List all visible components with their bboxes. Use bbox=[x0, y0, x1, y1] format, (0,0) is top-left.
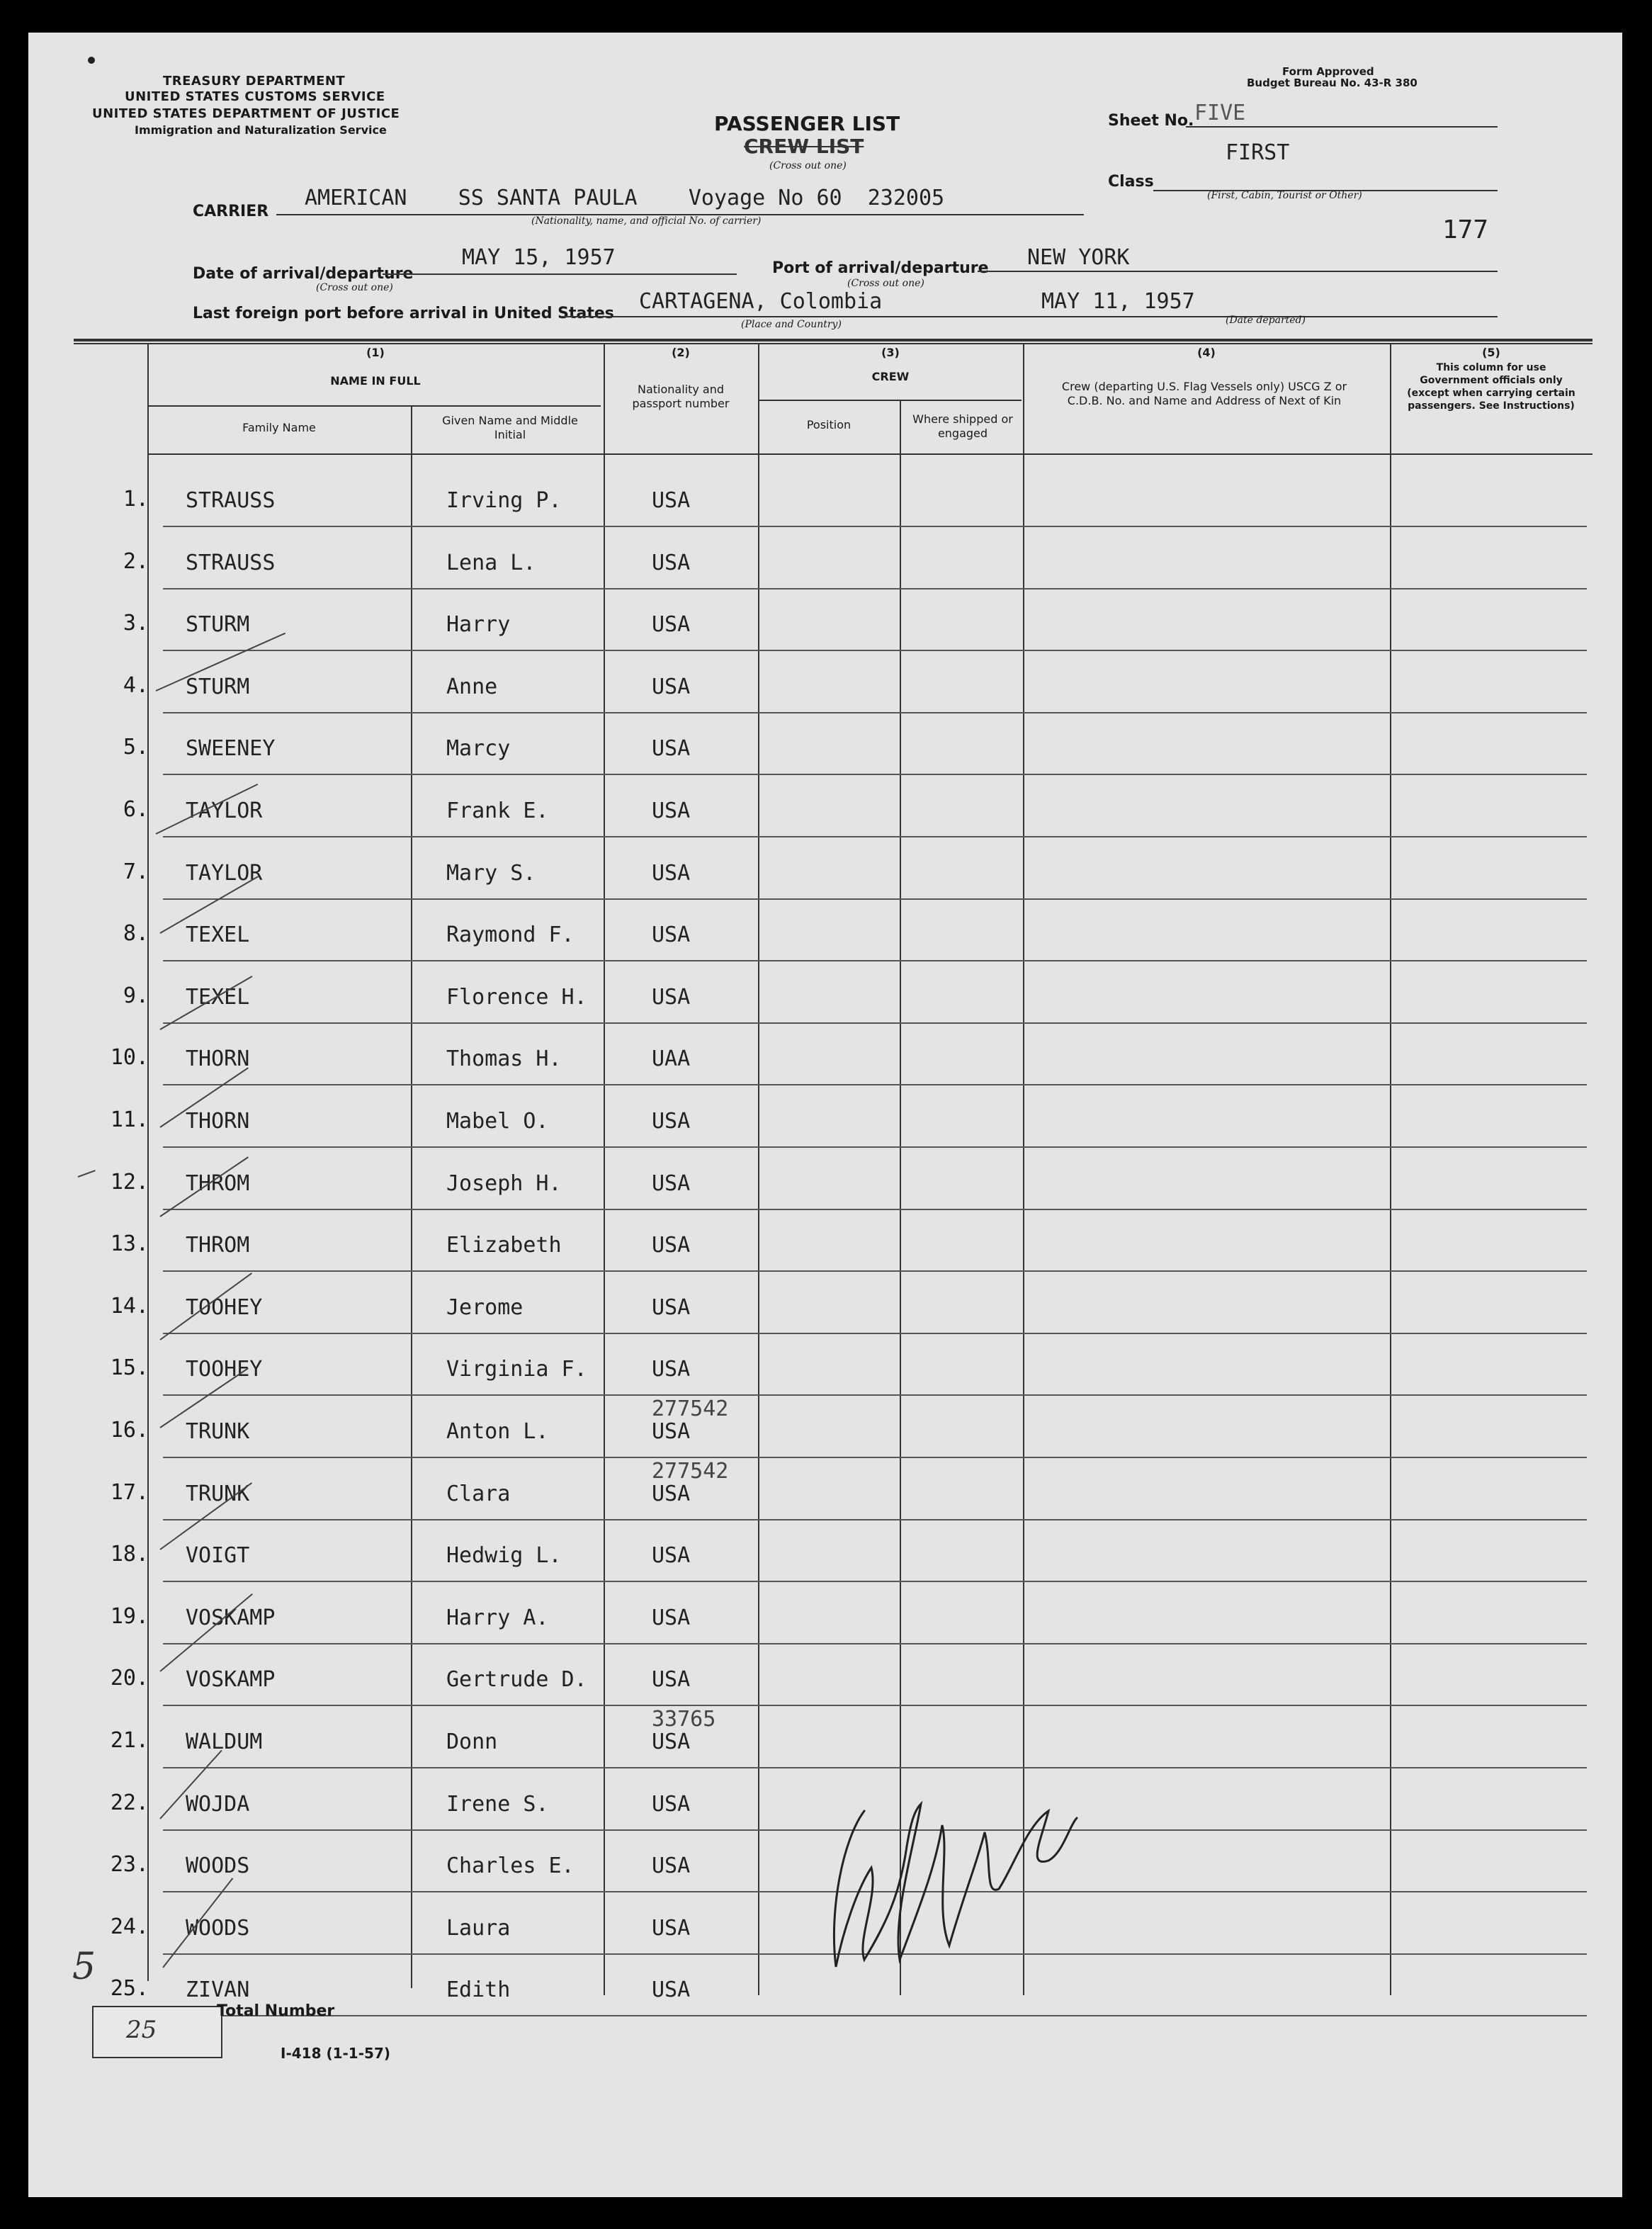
nationality: USA bbox=[652, 860, 691, 886]
family-name: STRAUSS bbox=[186, 550, 276, 575]
given-name: Raymond F. bbox=[446, 922, 575, 948]
row-number: 6. bbox=[123, 797, 149, 822]
table-row bbox=[28, 1333, 1622, 1396]
nationality: USA bbox=[652, 612, 691, 638]
margin-mark: 5 bbox=[72, 1946, 96, 1988]
given-name: Hedwig L. bbox=[446, 1543, 562, 1569]
given-name: Florence H. bbox=[446, 984, 587, 1010]
class-label: Class bbox=[1108, 173, 1154, 191]
col1-title: NAME IN FULL bbox=[330, 374, 421, 388]
row-number: 19. bbox=[110, 1603, 149, 1629]
row-number: 10. bbox=[110, 1045, 149, 1071]
family-name: TOOHEY bbox=[186, 1294, 263, 1320]
form-number: I-418 (1-1-57) bbox=[281, 2045, 390, 2062]
family-name: STURM bbox=[186, 674, 250, 699]
nationality: USA bbox=[652, 1791, 691, 1817]
given-name: Lena L. bbox=[446, 550, 536, 575]
given-name: Anne bbox=[446, 674, 498, 699]
table-row bbox=[28, 1085, 1622, 1148]
row-number: 1. bbox=[123, 487, 149, 512]
given-name: Elizabeth bbox=[446, 1233, 562, 1258]
nationality: USA bbox=[652, 1357, 691, 1382]
title-passenger-list: PASSENGER LIST bbox=[714, 112, 900, 135]
given-name: Virginia F. bbox=[446, 1357, 587, 1382]
col3-number: (3) bbox=[881, 346, 900, 359]
row-number: 21. bbox=[110, 1728, 149, 1753]
nationality: USA bbox=[652, 1419, 691, 1444]
table-row bbox=[28, 589, 1622, 651]
family-name: THORN bbox=[186, 1046, 250, 1072]
family-name: THORN bbox=[186, 1109, 250, 1134]
total-number-label: Total Number bbox=[217, 2002, 335, 2020]
row-number: 20. bbox=[110, 1666, 149, 1691]
table-row bbox=[28, 1706, 1622, 1768]
passport-number: 277542 bbox=[652, 1396, 729, 1421]
given-name: Anton L. bbox=[446, 1419, 549, 1444]
row-number: 18. bbox=[110, 1542, 149, 1567]
punch-dot bbox=[88, 57, 95, 64]
justice-dept-line: UNITED STATES DEPARTMENT OF JUSTICE bbox=[92, 106, 400, 121]
date-departed-value: MAY 11, 1957 bbox=[1041, 289, 1195, 314]
carrier-label: CARRIER bbox=[193, 203, 269, 220]
officer-signature bbox=[815, 1783, 1084, 1988]
col1-given-header: Given Name and Middle Initial bbox=[442, 414, 578, 441]
given-name: Clara bbox=[446, 1481, 511, 1506]
family-name: WALDUM bbox=[186, 1729, 263, 1754]
family-name: TAYLOR bbox=[186, 860, 263, 886]
total-number-value: 25 bbox=[126, 2016, 157, 2044]
table-row bbox=[28, 775, 1622, 837]
row-number: 13. bbox=[110, 1231, 149, 1257]
page-number: 177 bbox=[1442, 215, 1489, 244]
row-number: 15. bbox=[110, 1355, 149, 1381]
nationality: USA bbox=[652, 488, 691, 513]
budget-bureau: Budget Bureau No. 43-R 380 bbox=[1247, 77, 1418, 89]
date-note: (Cross out one) bbox=[316, 282, 393, 293]
given-name: Harry A. bbox=[446, 1605, 549, 1630]
table-row bbox=[28, 527, 1622, 589]
crew-header-rule bbox=[758, 400, 1022, 401]
row-number: 24. bbox=[110, 1914, 149, 1939]
col1-family-header: Family Name bbox=[242, 421, 316, 434]
family-name: VOIGT bbox=[186, 1543, 250, 1569]
row-number: 12. bbox=[110, 1169, 149, 1195]
table-row bbox=[28, 651, 1622, 713]
passenger-list-form bbox=[28, 33, 1622, 2197]
form-approved: Form Approved bbox=[1282, 65, 1374, 78]
nationality: USA bbox=[652, 1294, 691, 1320]
col3-position-header: Position bbox=[806, 418, 852, 431]
given-name: Irving P. bbox=[446, 488, 562, 513]
table-top-rule bbox=[74, 339, 1592, 342]
col3-title: CREW bbox=[871, 370, 910, 383]
row-number: 14. bbox=[110, 1293, 149, 1319]
table-row bbox=[28, 1520, 1622, 1582]
col4-title: Crew (departing U.S. Flag Vessels only) USCG Z or C.D.B. No. and Name and Address of Next of Kin bbox=[1061, 380, 1347, 407]
port-underline bbox=[978, 271, 1498, 272]
given-name: Marcy bbox=[446, 736, 511, 762]
nationality: UAA bbox=[652, 1046, 691, 1072]
table-row bbox=[28, 1148, 1622, 1210]
family-name: THROM bbox=[186, 1233, 250, 1258]
given-name: Charles E. bbox=[446, 1853, 575, 1879]
col1-number: (1) bbox=[366, 346, 385, 359]
nationality: USA bbox=[652, 1481, 691, 1506]
table-row bbox=[28, 1209, 1622, 1272]
family-name: STURM bbox=[186, 612, 250, 638]
title-cross-out-note: (Cross out one) bbox=[769, 160, 847, 171]
carrier-note: (Nationality, name, and official No. of carrier) bbox=[531, 215, 762, 227]
given-name: Laura bbox=[446, 1915, 511, 1941]
row-number: 22. bbox=[110, 1790, 149, 1815]
family-name: WOODS bbox=[186, 1915, 250, 1941]
carrier-value: AMERICAN SS SANTA PAULA Voyage No 60 232005 bbox=[305, 186, 945, 210]
family-name: WOJDA bbox=[186, 1791, 250, 1817]
nationality: USA bbox=[652, 1233, 691, 1258]
table-row bbox=[28, 1458, 1622, 1520]
last-port-value: CARTAGENA, Colombia bbox=[639, 289, 883, 314]
given-name: Edith bbox=[446, 1977, 511, 2003]
title-crew-list: CREW LIST bbox=[744, 135, 864, 158]
row-number: 5. bbox=[123, 735, 149, 760]
port-label: Port of arrival/departure bbox=[772, 259, 989, 277]
col5-number: (5) bbox=[1482, 346, 1500, 359]
passport-number: 33765 bbox=[652, 1707, 716, 1732]
class-value: FIRST bbox=[1226, 140, 1290, 165]
treasury-dept-line: TREASURY DEPARTMENT bbox=[163, 74, 346, 89]
nationality: USA bbox=[652, 1667, 691, 1693]
header-bottom-rule bbox=[147, 453, 1592, 455]
row-rule bbox=[163, 2015, 1587, 2016]
family-name: VOSKAMP bbox=[186, 1605, 276, 1630]
family-name: TAYLOR bbox=[186, 799, 263, 823]
ins-line: Immigration and Naturalization Service bbox=[135, 123, 387, 137]
table-top-rule-2 bbox=[74, 343, 1592, 344]
sheet-no-value: FIVE bbox=[1194, 101, 1246, 125]
nationality: USA bbox=[652, 674, 691, 699]
col5-title: This column for use Government officials only (except when carrying certain passengers. See Instructions) bbox=[1407, 362, 1575, 412]
table-row bbox=[28, 1644, 1622, 1706]
row-number: 3. bbox=[123, 611, 149, 636]
given-name: Joseph H. bbox=[446, 1170, 562, 1196]
nationality: USA bbox=[652, 1170, 691, 1196]
passport-number: 277542 bbox=[652, 1458, 729, 1484]
col4-number: (4) bbox=[1197, 346, 1216, 359]
nationality: USA bbox=[652, 799, 691, 823]
row-number: 17. bbox=[110, 1479, 149, 1505]
family-name: WOODS bbox=[186, 1853, 250, 1879]
table-row bbox=[28, 837, 1622, 900]
nationality: USA bbox=[652, 1729, 691, 1754]
row-number: 16. bbox=[110, 1418, 149, 1443]
nationality: USA bbox=[652, 1109, 691, 1134]
given-name: Frank E. bbox=[446, 799, 549, 823]
given-name: Donn bbox=[446, 1729, 498, 1754]
table-row bbox=[28, 1023, 1622, 1085]
name-header-rule bbox=[147, 405, 601, 407]
port-value: NEW YORK bbox=[1027, 245, 1130, 270]
sheet-no-underline bbox=[1186, 126, 1498, 128]
customs-service-line: UNITED STATES CUSTOMS SERVICE bbox=[125, 89, 385, 104]
given-name: Mary S. bbox=[446, 860, 536, 886]
row-number: 2. bbox=[123, 548, 149, 574]
table-row bbox=[28, 713, 1622, 775]
table-row bbox=[28, 961, 1622, 1024]
class-note: (First, Cabin, Tourist or Other) bbox=[1207, 190, 1362, 201]
row-number: 9. bbox=[123, 983, 149, 1008]
col2-number: (2) bbox=[672, 346, 690, 359]
last-port-underline bbox=[561, 316, 1498, 317]
nationality: USA bbox=[652, 1853, 691, 1879]
last-port-label: Last foreign port before arrival in United States bbox=[193, 305, 614, 322]
row-number: 23. bbox=[110, 1852, 149, 1878]
last-port-note: (Place and Country) bbox=[741, 319, 842, 330]
table-row bbox=[28, 1272, 1622, 1334]
nationality: USA bbox=[652, 550, 691, 575]
family-name: VOSKAMP bbox=[186, 1667, 276, 1693]
total-number-box bbox=[92, 2006, 222, 2058]
row-number: 25. bbox=[110, 1976, 149, 2002]
row-number: 7. bbox=[123, 859, 149, 884]
family-name: STRAUSS bbox=[186, 488, 276, 513]
given-name: Jerome bbox=[446, 1294, 524, 1320]
family-name: SWEENEY bbox=[186, 736, 276, 762]
table-row bbox=[28, 899, 1622, 961]
table-row bbox=[28, 1582, 1622, 1644]
port-note: (Cross out one) bbox=[847, 278, 924, 289]
family-name: TEXEL bbox=[186, 922, 250, 948]
nationality: USA bbox=[652, 984, 691, 1010]
nationality: USA bbox=[652, 1915, 691, 1941]
given-name: Irene S. bbox=[446, 1791, 549, 1817]
given-name: Thomas H. bbox=[446, 1046, 562, 1072]
nationality: USA bbox=[652, 1605, 691, 1630]
row-number: 4. bbox=[123, 672, 149, 698]
date-label: Date of arrival/departure bbox=[193, 265, 414, 283]
date-value: MAY 15, 1957 bbox=[462, 245, 616, 270]
sheet-no-label: Sheet No. bbox=[1108, 112, 1194, 130]
nationality: USA bbox=[652, 922, 691, 948]
row-number: 8. bbox=[123, 921, 149, 947]
col2-title: Nationality and passport number bbox=[632, 383, 730, 410]
nationality: USA bbox=[652, 1977, 691, 2003]
nationality: USA bbox=[652, 736, 691, 762]
table-row bbox=[28, 465, 1622, 527]
family-name: TEXEL bbox=[186, 984, 250, 1010]
family-name: TOOHEY bbox=[186, 1357, 263, 1382]
nationality: USA bbox=[652, 1543, 691, 1569]
row-number: 11. bbox=[110, 1107, 149, 1132]
given-name: Mabel O. bbox=[446, 1109, 549, 1134]
date-departed-note: (Date departed) bbox=[1226, 315, 1306, 326]
family-name: TRUNK bbox=[186, 1419, 250, 1444]
date-underline bbox=[383, 273, 737, 275]
table-row bbox=[28, 1396, 1622, 1458]
given-name: Harry bbox=[446, 612, 511, 638]
family-name: ZIVAN bbox=[186, 1977, 250, 2003]
family-name: THROM bbox=[186, 1170, 250, 1196]
family-name: TRUNK bbox=[186, 1481, 250, 1506]
given-name: Gertrude D. bbox=[446, 1667, 587, 1693]
col3-where-header: Where shipped or engaged bbox=[912, 412, 1013, 440]
